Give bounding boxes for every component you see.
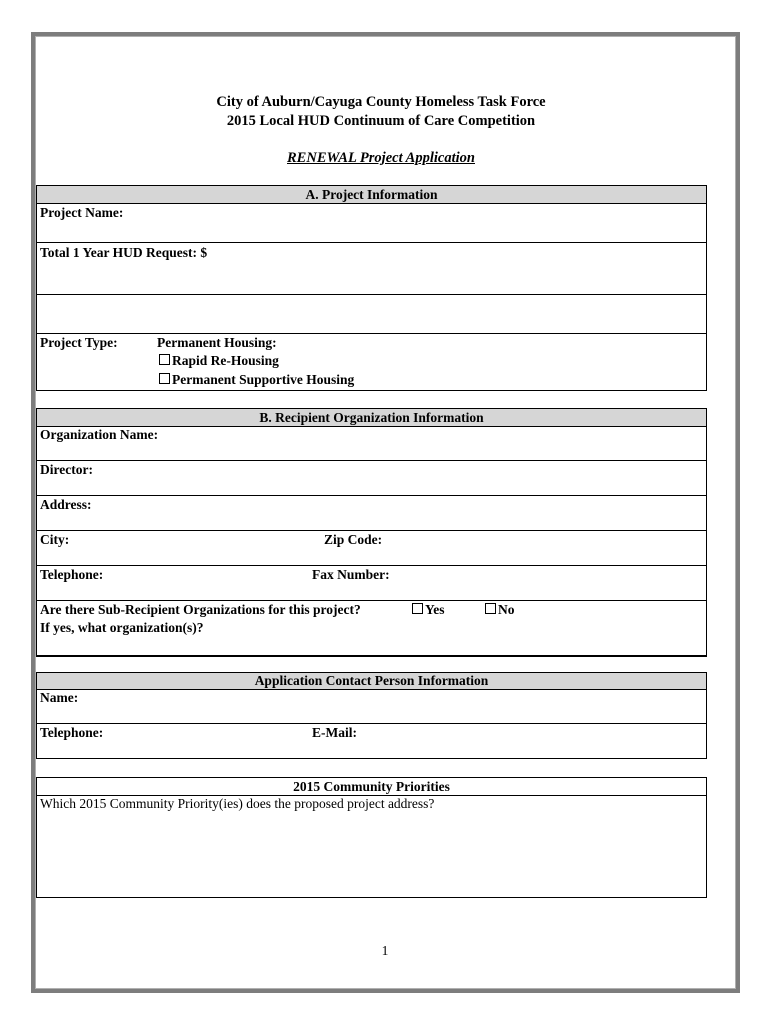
section-a-header: A. Project Information [36,185,707,204]
contact-name-field[interactable] [36,690,707,724]
director-label: Director: [40,462,93,477]
divider [36,656,707,657]
director-field[interactable] [36,461,707,496]
hud-request-label: Total 1 Year HUD Request: $ [40,245,208,260]
which-orgs-label: If yes, what organization(s)? [40,620,204,635]
contact-telephone-label: Telephone: [40,725,104,740]
city-zip-row[interactable] [36,531,707,566]
contact-name-label: Name: [40,690,79,705]
priorities-question: Which 2015 Community Priority(ies) does the proposed project address? [40,796,435,811]
yes-option[interactable] [412,602,445,618]
contact-header: Application Contact Person Information [36,672,707,690]
doc-subtitle: RENEWAL Project Application [287,150,475,166]
page-number: 1 [381,943,389,958]
yes-label: Yes [425,602,445,617]
no-checkbox[interactable] [485,603,496,614]
permanent-housing-label: Permanent Housing: [157,335,277,350]
subrecipient-row [36,601,707,656]
address-label: Address: [40,497,92,512]
no-option[interactable] [485,602,515,618]
telephone-label: Telephone: [40,567,104,582]
subrecipient-question: Are there Sub-Recipient Organizations for this project? [40,602,361,617]
rapid-rehousing-option[interactable] [159,353,279,369]
doc-title-line2: 2015 Local HUD Continuum of Care Competition [226,113,536,129]
fax-label: Fax Number: [312,567,390,582]
psh-option[interactable] [159,372,354,388]
psh-checkbox[interactable] [159,373,170,384]
org-name-label: Organization Name: [40,427,159,442]
telephone-fax-row[interactable] [36,566,707,601]
yes-checkbox[interactable] [412,603,423,614]
priorities-field[interactable] [36,796,707,898]
hud-request-field[interactable] [36,243,707,295]
blank-row [36,295,707,334]
project-type-label: Project Type: [40,335,118,350]
contact-phone-email-row[interactable] [36,724,707,759]
city-label: City: [40,532,70,547]
contact-email-label: E-Mail: [312,725,357,740]
zip-label: Zip Code: [324,532,383,547]
rapid-rehousing-checkbox[interactable] [159,354,170,365]
project-type-row [36,334,707,391]
priorities-header: 2015 Community Priorities [36,777,707,796]
rapid-rehousing-label: Rapid Re-Housing [172,353,279,368]
address-field[interactable] [36,496,707,531]
psh-label: Permanent Supportive Housing [172,372,355,387]
doc-title-line1: City of Auburn/Cayuga County Homeless Task Force [216,94,546,110]
section-b-header: B. Recipient Organization Information [36,408,707,427]
org-name-field[interactable] [36,427,707,461]
project-name-label: Project Name: [40,205,124,220]
project-name-field[interactable] [36,204,707,243]
no-label: No [498,602,515,617]
